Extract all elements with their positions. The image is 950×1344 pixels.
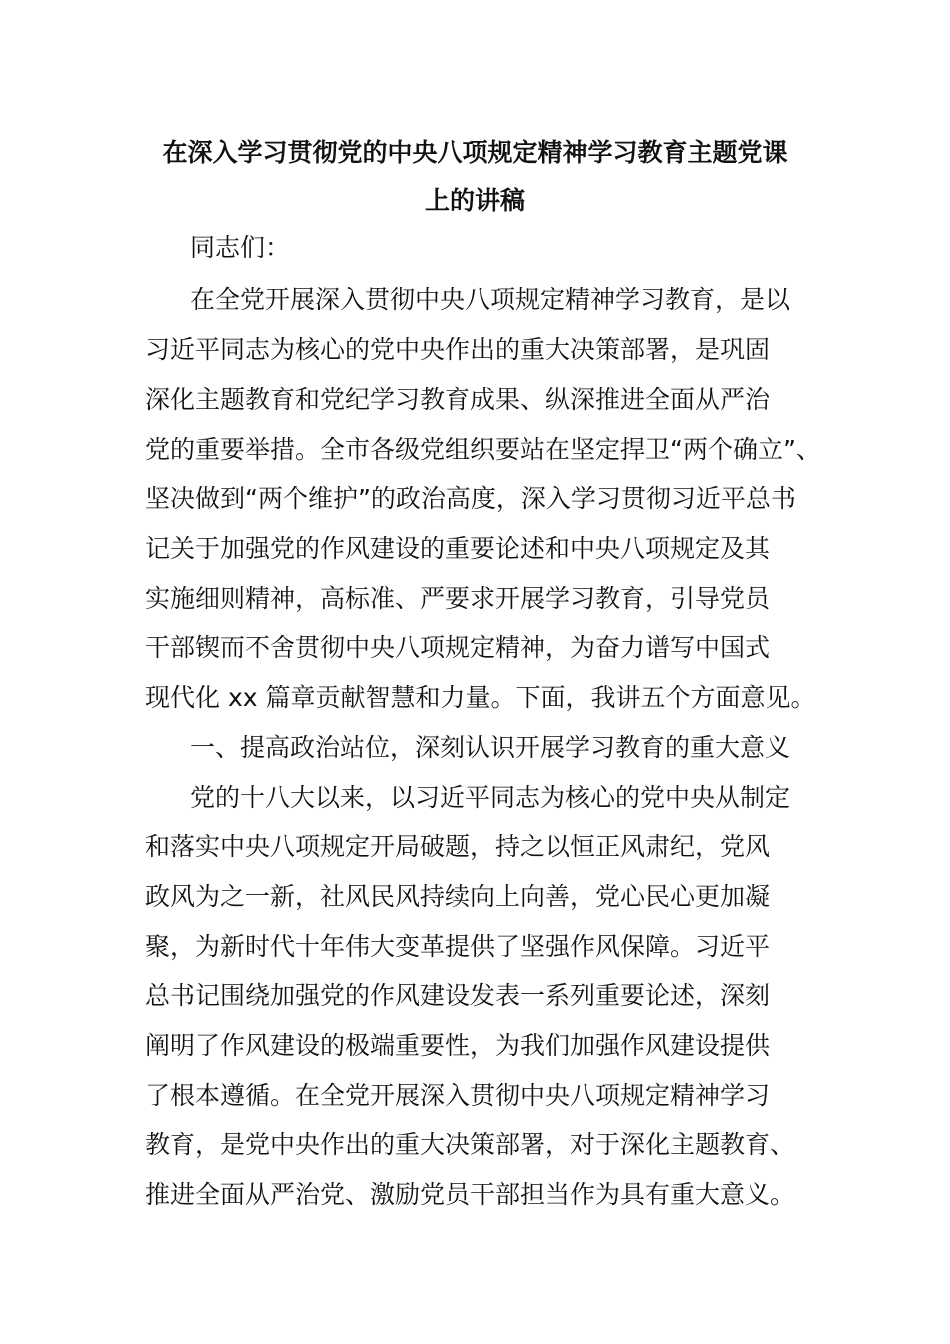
paragraph-2-line: 政风为之一新，社风民风持续向上向善，党心民心更加凝: [145, 882, 771, 911]
paragraph-1-line: 深化主题教育和党纪学习教育成果、纵深推进全面从严治: [145, 385, 771, 414]
section-1-heading: 一、提高政治站位，深刻认识开展学习教育的重大意义: [190, 733, 791, 762]
paragraph-2-line: 了根本遵循。在全党开展深入贯彻中央八项规定精神学习: [145, 1081, 771, 1110]
paragraph-2-line: 总书记围绕加强党的作风建设发表一系列重要论述，深刻: [145, 981, 771, 1010]
salutation: 同志们：: [190, 233, 291, 262]
paragraph-2-line: 阐明了作风建设的极端重要性，为我们加强作风建设提供: [145, 1031, 771, 1060]
document-title-line-2: 上的讲稿: [424, 186, 525, 215]
document-title-line-1: 在深入学习贯彻党的中央八项规定精神学习教育主题党课: [162, 138, 788, 167]
paragraph-1-line: 习近平同志为核心的党中央作出的重大决策部署，是巩固: [145, 335, 771, 364]
paragraph-1-line: 党的重要举措。全市各级党组织要站在坚定捍卫“两个确立”、: [145, 435, 821, 464]
paragraph-1-line: 实施细则精神，高标准、严要求开展学习教育，引导党员: [145, 584, 771, 613]
paragraph-2-line: 党的十八大以来，以习近平同志为核心的党中央从制定: [190, 783, 791, 812]
paragraph-2-line: 聚，为新时代十年伟大变革提供了坚强作风保障。习近平: [145, 932, 771, 961]
paragraph-1-line: 坚决做到“两个维护”的政治高度，深入学习贯彻习近平总书: [145, 484, 796, 513]
paragraph-2-line: 推进全面从严治党、激励党员干部担当作为具有重大意义。: [145, 1180, 796, 1209]
paragraph-1-line: 在全党开展深入贯彻中央八项规定精神学习教育，是以: [190, 285, 791, 314]
paragraph-2-line: 和落实中央八项规定开局破题，持之以恒正风肃纪，党风: [145, 832, 771, 861]
paragraph-2-line: 教育，是党中央作出的重大决策部署，对于深化主题教育、: [145, 1130, 796, 1159]
paragraph-1-line: 记关于加强党的作风建设的重要论述和中央八项规定及其: [145, 534, 771, 563]
paragraph-1-line: 干部锲而不舍贯彻中央八项规定精神，为奋力谱写中国式: [145, 633, 771, 662]
paragraph-1-line: 现代化 xx 篇章贡献智慧和力量。下面，我讲五个方面意见。: [145, 683, 816, 712]
